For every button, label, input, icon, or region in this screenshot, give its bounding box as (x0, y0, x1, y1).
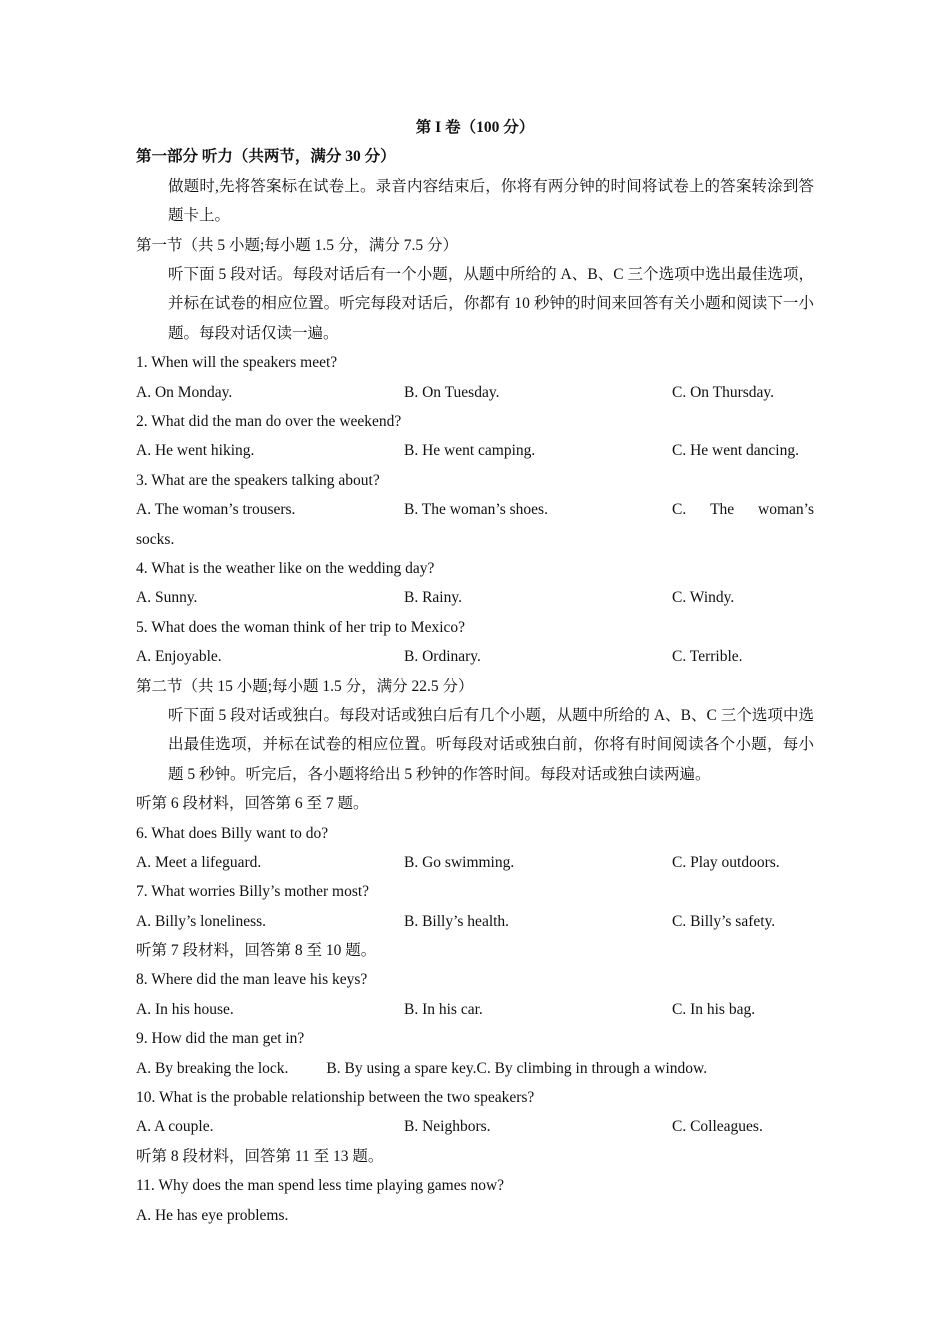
option-a: A. Meet a lifeguard. (136, 853, 262, 871)
option-b: B. He went camping. (404, 442, 536, 460)
option-a: A. He has eye problems. (136, 1206, 289, 1224)
question-9: 9. How did the man get in? (136, 1030, 305, 1048)
options-5 (136, 642, 814, 671)
option-b: B. Billy’s health. (404, 912, 510, 930)
question-11: 11. Why does the man spend less time playing games now? (136, 1177, 505, 1195)
option-a: A. The woman’s trousers. (136, 501, 296, 519)
option-a: A. Enjoyable. (136, 648, 222, 666)
option-c: C. Windy. (672, 589, 735, 607)
question-4: 4. What is the weather like on the wedding day? (136, 559, 435, 577)
option-a: A. A couple. (136, 1118, 214, 1136)
options-2 (136, 436, 814, 465)
option-c: C. He went dancing. (672, 442, 799, 460)
option-c: C. Colleagues. (672, 1118, 763, 1136)
option-a: A. On Monday. (136, 383, 233, 401)
option-c (672, 495, 814, 524)
question-6: 6. What does Billy want to do? (136, 824, 329, 842)
option-b: B. The woman’s shoes. (404, 501, 548, 519)
exam-page (136, 113, 814, 1230)
section2-title: 第二节（共 15 小题;每小题 1.5 分，满分 22.5 分） (136, 677, 474, 695)
option-a: A. He went hiking. (136, 442, 255, 460)
option-b: B. Neighbors. (404, 1118, 491, 1136)
option-a: A. Billy’s loneliness. (136, 912, 267, 930)
option-b: B. Ordinary. (404, 648, 481, 666)
option-c: C. Play outdoors. (672, 853, 780, 871)
option-b: B. Rainy. (404, 589, 462, 607)
material-6-heading: 听第 6 段材料，回答第 6 至 7 题。 (136, 795, 369, 813)
question-2: 2. What did the man do over the weekend? (136, 412, 402, 430)
options-10 (136, 1112, 814, 1141)
options-9 (136, 1054, 814, 1083)
option-a: A. By breaking the lock. (136, 1059, 289, 1077)
question-5: 5. What does the woman think of her trip to Mexico? (136, 618, 466, 636)
section2-instructions: 听下面 5 段对话或独白。每段对话或独白后有几个小题，从题中所给的 A、B、C 三个选项中选出最佳选项，并标在试卷的相应位置。听每段对话或独白前，你将有时间阅读各个小题，每小题 5 秒钟。听完后，各小题将给出 5 秒钟的作答时间。每段对话或独白读两遍。 (168, 706, 814, 783)
options-7 (136, 907, 814, 936)
section1-instructions: 听下面 5 段对话。每段对话后有一个小题，从题中所给的 A、B、C 三个选项中选出最佳选项，并标在试卷的相应位置。听完每段对话后，你都有 10 秒钟的时间来回答有关小题和阅读下一小题。每段对话仅读一遍。 (168, 265, 814, 342)
volume-title: 第 I 卷（100 分） (415, 119, 535, 136)
question-1: 1. When will the speakers meet? (136, 354, 338, 372)
section1-title: 第一节（共 5 小题;每小题 1.5 分，满分 7.5 分） (136, 236, 459, 254)
option-c-part: The (710, 501, 735, 519)
option-b: B. By using a spare key. (326, 1059, 477, 1077)
option-c: C. On Thursday. (672, 383, 775, 401)
options-6 (136, 848, 814, 877)
option-c-part: C. (672, 501, 687, 519)
option-c-part: woman’s (758, 501, 814, 519)
options-1 (136, 378, 814, 407)
option-c: C. Terrible. (672, 648, 743, 666)
option-b: B. On Tuesday. (404, 383, 500, 401)
general-instructions: 做题时,先将答案标在试卷上。录音内容结束后，你将有两分钟的时间将试卷上的答案转涂到答题卡上。 (168, 177, 814, 225)
options-4 (136, 583, 814, 612)
question-3: 3. What are the speakers talking about? (136, 471, 380, 489)
part-title: 第一部分 听力（共两节，满分 30 分） (136, 148, 396, 166)
option-a: A. Sunny. (136, 589, 198, 607)
option-c: C. In his bag. (672, 1000, 756, 1018)
option-c: C. By climbing in through a window. (476, 1059, 708, 1077)
options-8 (136, 995, 814, 1024)
option-b: B. In his car. (404, 1000, 483, 1018)
question-8: 8. Where did the man leave his keys? (136, 971, 368, 989)
option-a: A. In his house. (136, 1000, 234, 1018)
options-3 (136, 495, 814, 524)
material-7-heading: 听第 7 段材料，回答第 8 至 10 题。 (136, 942, 377, 960)
option-c-continuation: socks. (136, 530, 175, 548)
option-b: B. Go swimming. (404, 853, 515, 871)
question-7: 7. What worries Billy’s mother most? (136, 883, 370, 901)
question-10: 10. What is the probable relationship between the two speakers? (136, 1089, 535, 1107)
material-8-heading: 听第 8 段材料，回答第 11 至 13 题。 (136, 1147, 384, 1165)
option-c: C. Billy’s safety. (672, 912, 776, 930)
